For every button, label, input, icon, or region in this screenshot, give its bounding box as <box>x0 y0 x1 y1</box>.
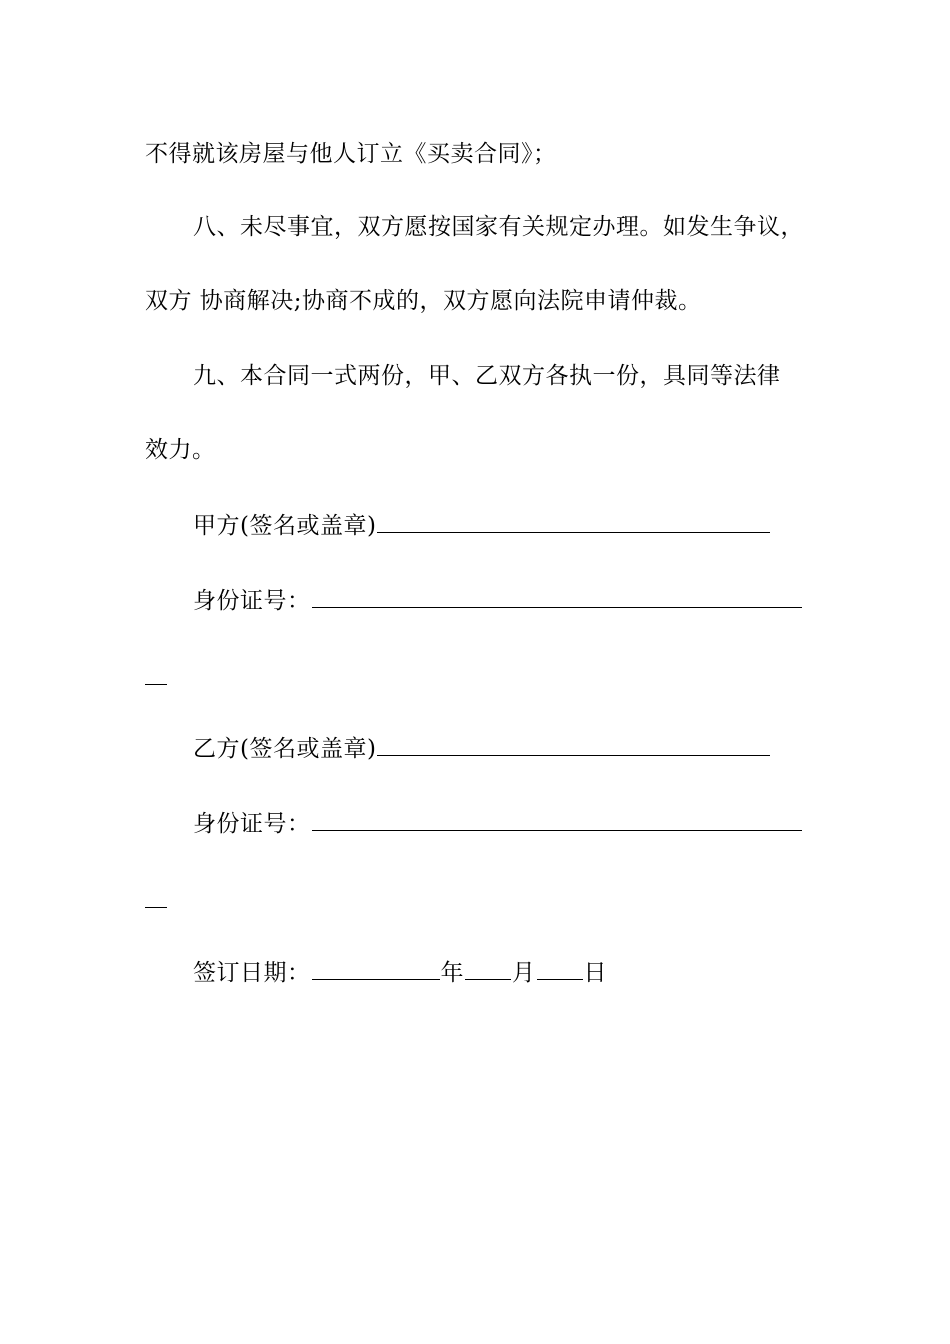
party-b-id-row <box>193 808 803 839</box>
clause-eight-line-1: 八、未尽事宜，双方愿按国家有关规定办理。如发生争议， <box>193 214 804 240</box>
party-b-id-blank-continuation <box>145 907 167 908</box>
day-blank[interactable] <box>537 957 583 980</box>
year-label: 年 <box>440 960 464 986</box>
party-a-id-blank-continuation <box>145 684 167 685</box>
clause-seven-continuation: 不得就该房屋与他人订立《买卖合同》； <box>145 141 557 167</box>
party-b-label: 乙方(签名或盖章) <box>193 736 377 762</box>
year-blank[interactable] <box>312 957 440 980</box>
party-a-signature-blank[interactable] <box>377 510 770 533</box>
party-b-signature-row <box>193 733 771 764</box>
party-a-signature-row <box>193 510 771 541</box>
month-label: 月 <box>512 960 536 986</box>
party-b-id-blank[interactable] <box>312 808 802 831</box>
party-a-id-label: 身份证号： <box>193 588 311 614</box>
clause-nine-line-1: 九、本合同一式两份，甲、乙双方各执一份，具同等法律 <box>193 363 781 389</box>
month-blank[interactable] <box>465 957 511 980</box>
party-b-id-label: 身份证号： <box>193 811 311 837</box>
party-a-id-blank[interactable] <box>312 585 802 608</box>
party-a-label: 甲方(签名或盖章) <box>193 513 377 539</box>
clause-nine-line-2: 效力。 <box>145 437 216 463</box>
party-b-signature-blank[interactable] <box>377 733 770 756</box>
day-label: 日 <box>583 960 607 986</box>
date-label: 签订日期： <box>193 960 311 986</box>
party-a-id-row <box>193 585 803 616</box>
signing-date-row <box>193 957 607 988</box>
clause-eight-line-2: 双方 协商解决;协商不成的，双方愿向法院申请仲裁。 <box>145 288 702 314</box>
